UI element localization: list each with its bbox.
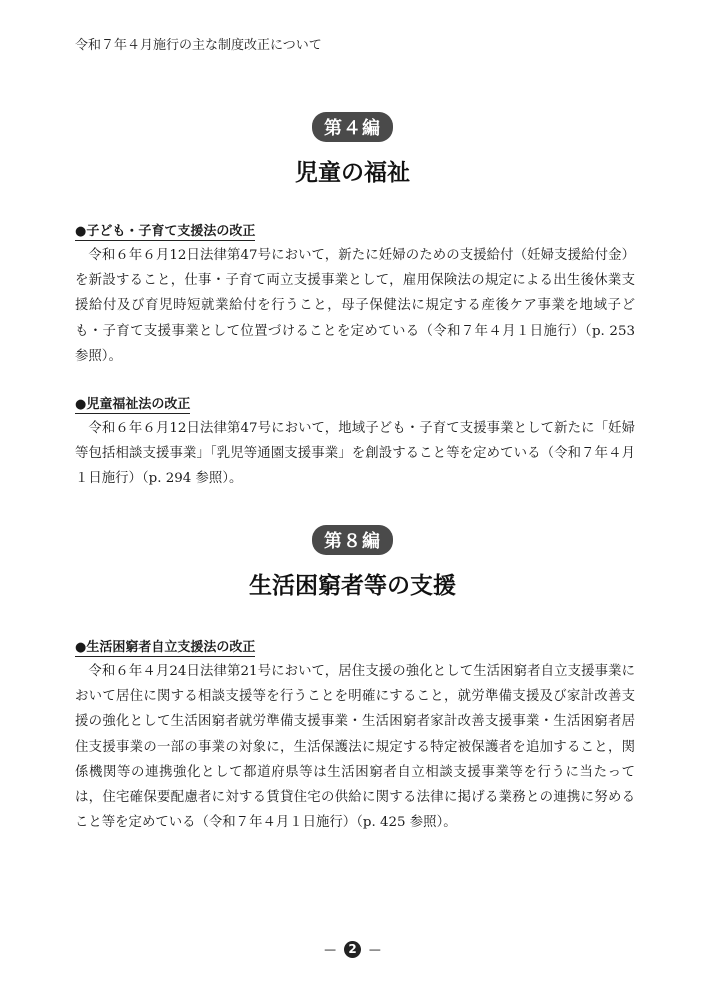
section-self-reliance-support-act: [75, 636, 635, 835]
section-heading: ●児童福祉法の改正: [75, 397, 191, 412]
section-heading: ●生活困窮者自立支援法の改正: [75, 640, 256, 655]
section-heading: ●子ども・子育て支援法の改正: [75, 224, 256, 239]
part-8-badge: [0, 525, 705, 555]
part-4-badge-label: 第４編: [312, 112, 393, 142]
part-8-badge-label: 第８編: [312, 525, 393, 555]
section-child-support-act: [75, 220, 635, 369]
page-number: 2: [344, 941, 361, 958]
running-header: 令和７年４月施行の主な制度改正について: [75, 38, 322, 53]
section-body: 令和６年６月12日法律第47号において，新たに妊婦のための支援給付（妊婦支援給付金）を新設すること，仕事・子育て両立支援事業として，雇用保険法の規定による出生後休業支援給付及び育児時短就業給付を行うこと，母子保健法に規定する産後ケア事業を地域子ども・子育て支援事業として位置づけることを定めている（令和７年４月１日施行）（p. 253 参照）。: [75, 248, 635, 364]
part-8-title: 生活困窮者等の支援: [249, 573, 456, 599]
footer-dash-right: —: [368, 942, 381, 957]
section-body: 令和６年６月12日法律第47号において，地域子ども・子育て支援事業として新たに「妊婦等包括相談支援事業」「乳児等通園支援事業」を創設すること等を定めている（令和７年４月１日施行）（p. 294 参照）。: [75, 421, 635, 487]
part-4-title: 児童の福祉: [295, 160, 410, 186]
section-body: 令和６年４月24日法律第21号において，居住支援の強化として生活困窮者自立支援事業において居住に関する相談支援等を行うことを明確にすること，就労準備支援及び家計改善支援の強化として生活困窮者就労準備支援事業・生活困窮者家計改善支援事業・生活困窮者居住支援事業の一部の事業の対象に，生活保護法に規定する特定被保護者を追加すること，関係機関等の連携強化として都道府県等は生活困窮者自立相談支援事業等を行うに当たっては，住宅確保要配慮者に対する賃貸住宅の供給に関する法律に掲げる業務との連携に努めること等を定めている（令和７年４月１日施行）（p. 425 参照）。: [75, 664, 635, 831]
footer-dash-left: —: [324, 942, 337, 957]
page-footer: [0, 941, 705, 958]
section-child-welfare-act: [75, 393, 635, 492]
part-4-badge: [0, 112, 705, 142]
